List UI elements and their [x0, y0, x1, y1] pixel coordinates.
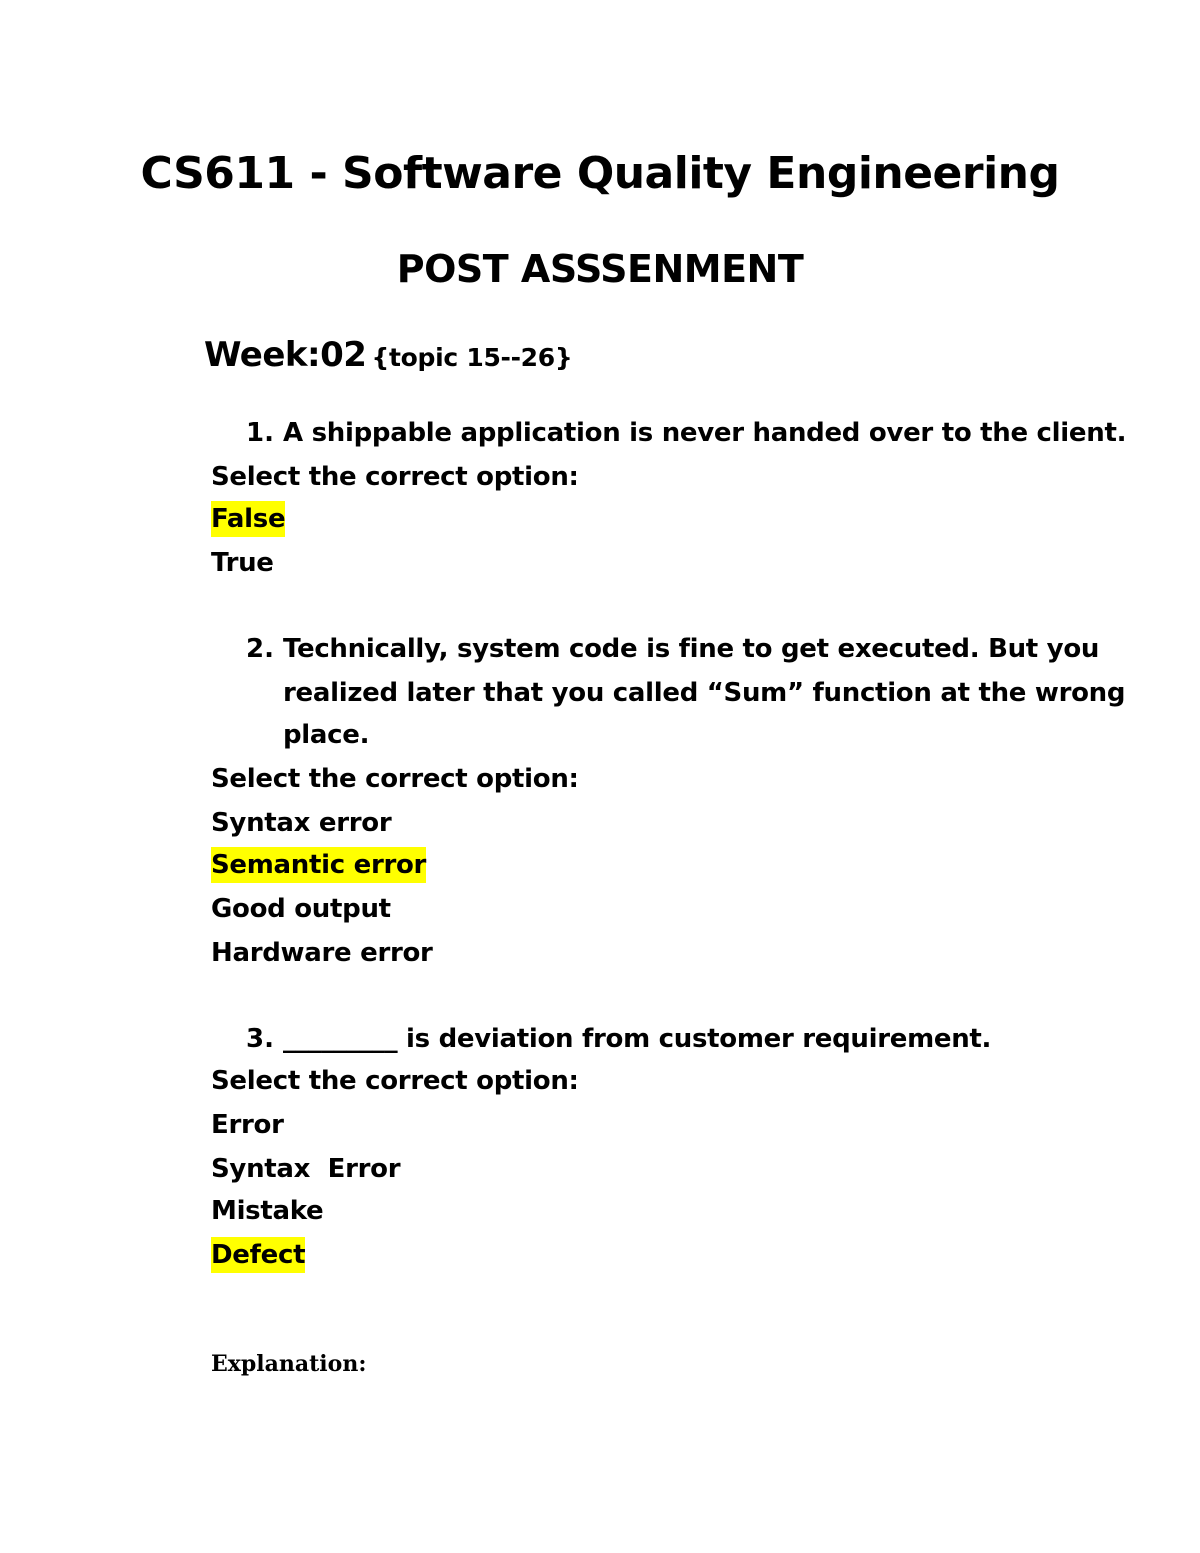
question-2-option-1: Syntax error	[211, 808, 392, 838]
week-heading	[204, 335, 572, 375]
question-2-option-4: Hardware error	[211, 938, 433, 968]
question-1-option-2: True	[211, 548, 274, 578]
question-3-option-3: Mistake	[211, 1196, 324, 1226]
week-label: Week:02	[204, 335, 367, 375]
question-1-prompt: Select the correct option:	[211, 462, 579, 492]
question-2-text-line-2: realized later that you called “Sum” function at the wrong	[283, 678, 1126, 708]
document-subtitle: POST ASSSENMENT	[396, 247, 804, 291]
question-3-prompt: Select the correct option:	[211, 1066, 579, 1096]
question-3-option-4: Defect	[211, 1237, 305, 1273]
question-2-prompt: Select the correct option:	[211, 764, 579, 794]
question-3-number: 3.	[246, 1024, 274, 1054]
question-2-number: 2.	[246, 634, 274, 664]
question-1-text-line-1: A shippable application is never handed over to the client.	[283, 418, 1127, 448]
question-3-option-1: Error	[211, 1110, 284, 1140]
question-2-option-2: Semantic error	[211, 847, 426, 883]
document-title: CS611 - Software Quality Engineering	[140, 148, 1060, 199]
question-3-text-line-1: _________ is deviation from customer requirement.	[283, 1024, 992, 1054]
week-topic-range: {topic 15--26}	[371, 343, 573, 372]
question-1-option-1: False	[211, 501, 285, 537]
question-2-option-3: Good output	[211, 894, 391, 924]
question-2-text-line-3: place.	[283, 720, 370, 750]
question-1-number: 1.	[246, 418, 274, 448]
question-3-option-2: Syntax Error	[211, 1154, 401, 1184]
question-2-text-line-1: Technically, system code is fine to get executed. But you	[283, 634, 1100, 664]
explanation-label: Explanation:	[211, 1351, 367, 1377]
